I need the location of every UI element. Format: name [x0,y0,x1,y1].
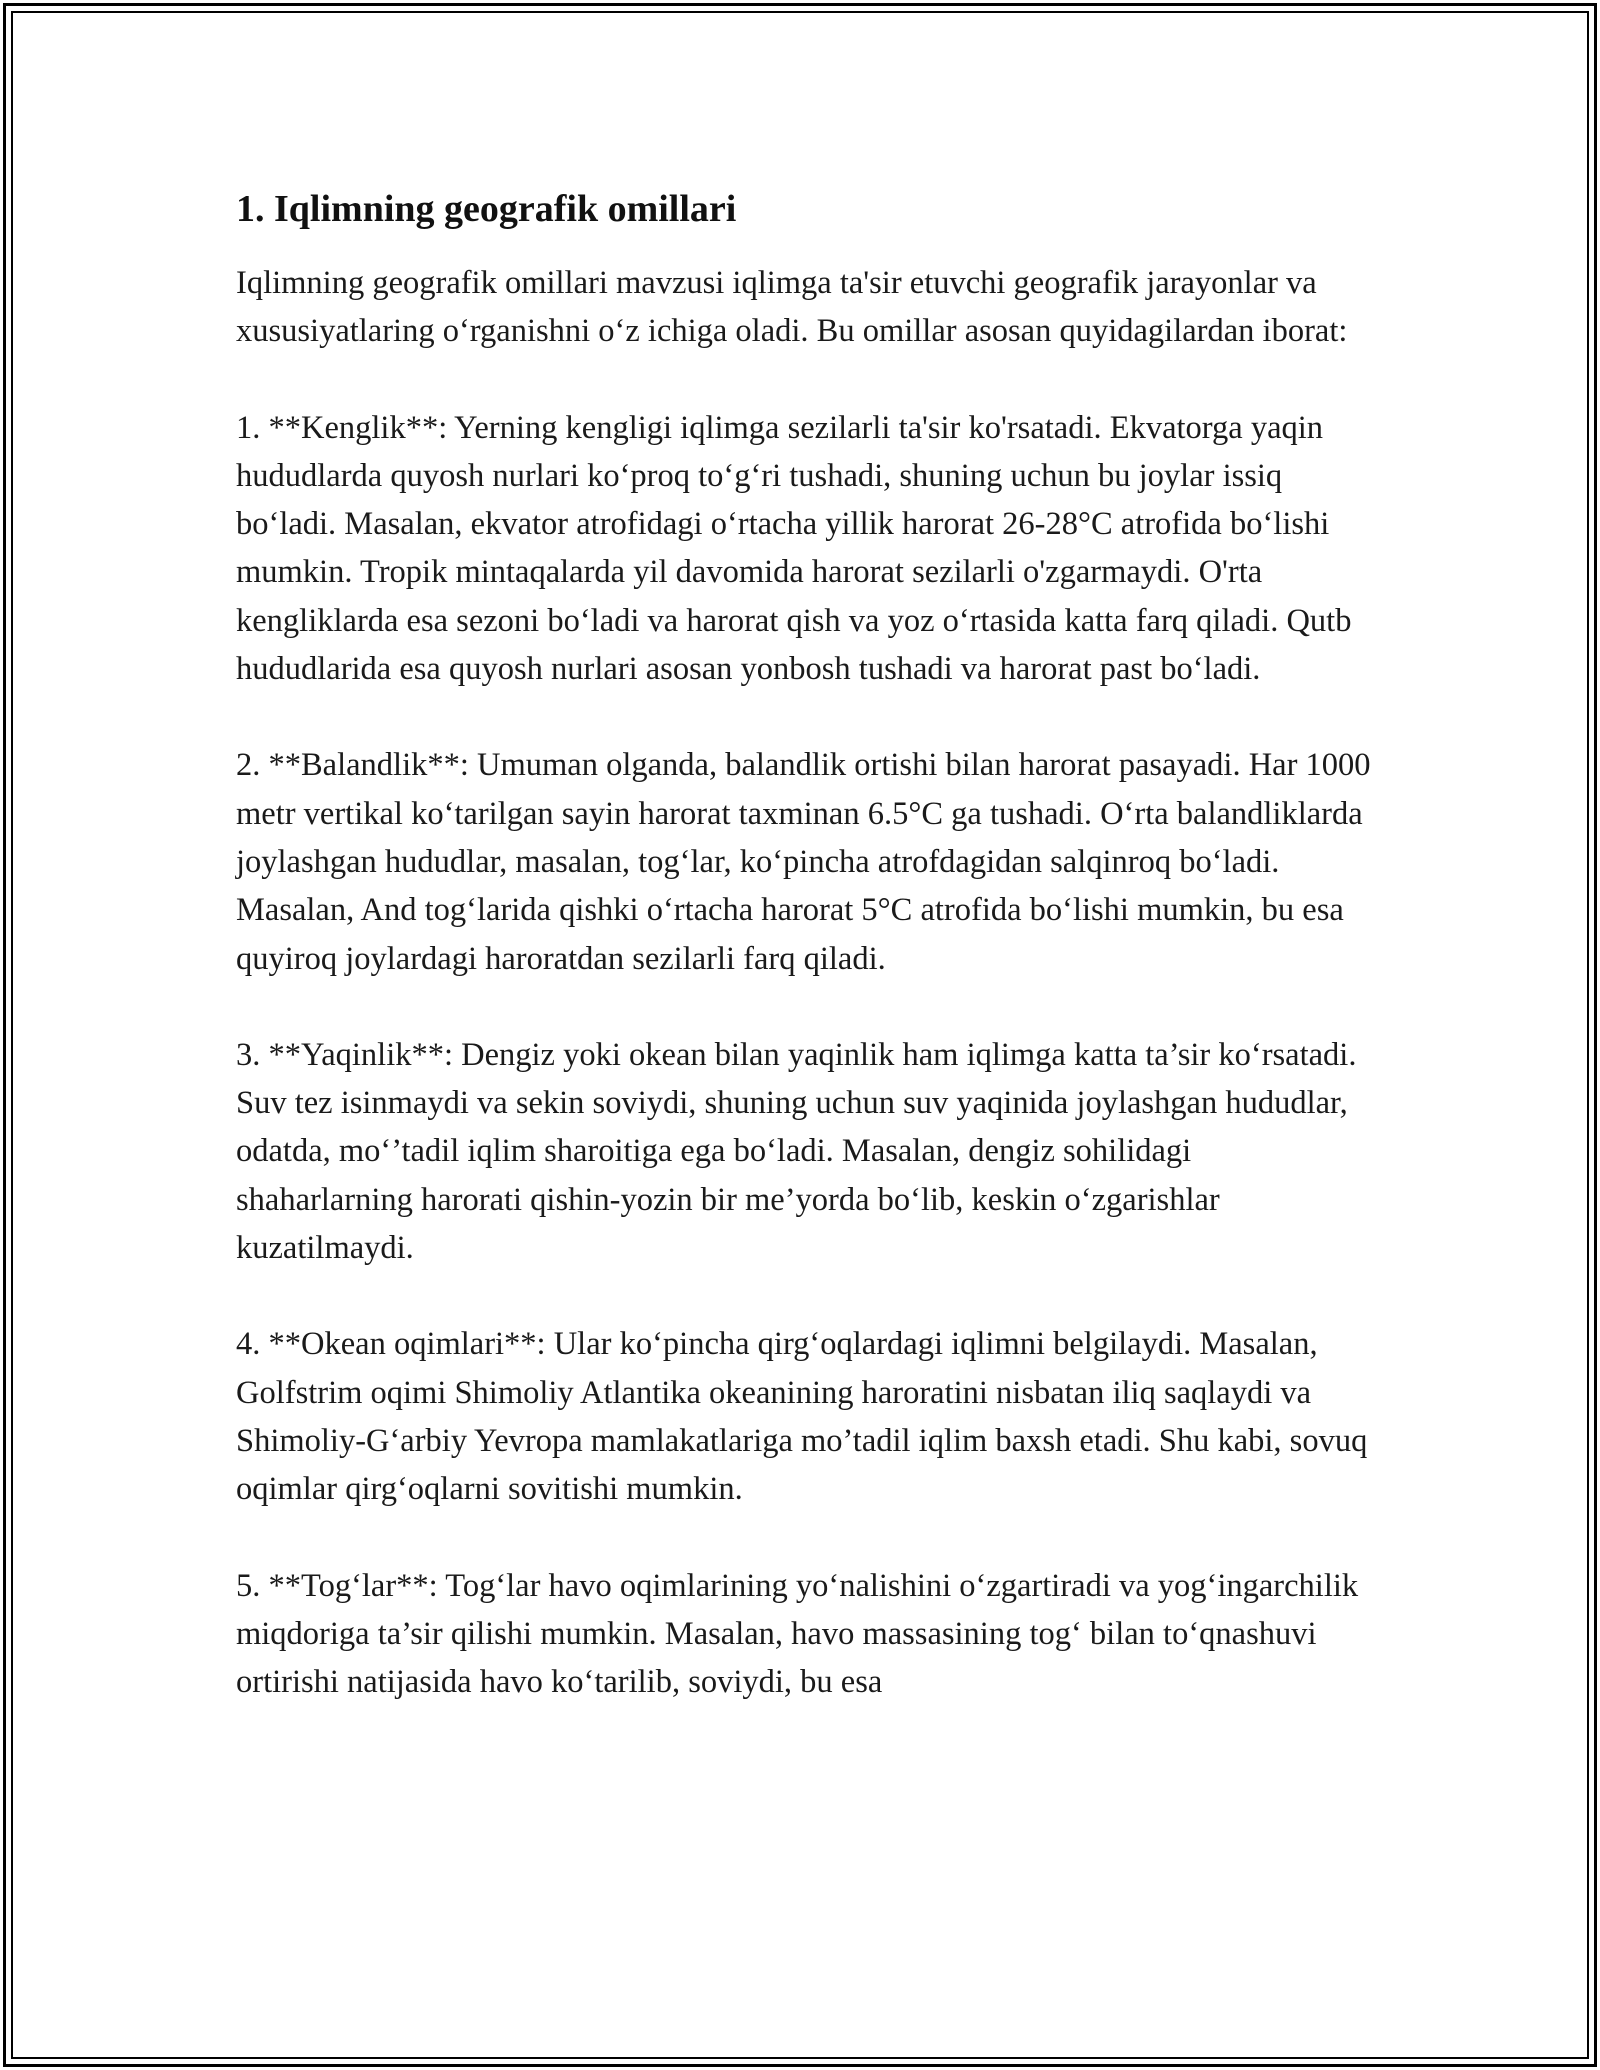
intro-paragraph: Iqlimning geografik omillari mavzusi iqlimga ta'sir etuvchi geografik jarayonlar va xususiyatlaring oʻrganishni oʻz ichiga oladi. Bu omillar asosan quyidagilardan iborat: [236,265,1348,350]
document-body [236,185,1376,1754]
paragraph-mountains: 5. **Togʻlar**: Togʻlar havo oqimlarining yoʻnalishini oʻzgartiradi va yogʻingarchilik miqdoriga ta’sir qilishi mumkin. Masalan, havo massasining togʻ bilan toʻqnashuvi ortirishi natijasida havo koʻtarilib, soviydi, bu esa [236,1567,1359,1701]
section-heading: 1. Iqlimning geografik omillari [236,188,737,230]
paragraph-ocean-currents: 4. **Okean oqimlari**: Ular koʻpincha qirgʻoqlardagi iqlimni belgilaydi. Masalan, Golfstrim oqimi Shimoliy Atlantika okeanining haroratini nisbatan iliq saqlaydi va Shimoliy-Gʻarbiy Yevropa mamlakatlariga mo’tadil iqlim baxsh etadi. Shu kabi, sovuq oqimlar qirgʻoqlarni sovitishi mumkin. [236,1326,1368,1508]
paragraph-altitude: 2. **Balandlik**: Umuman olganda, balandlik ortishi bilan harorat pasayadi. Har 1000 metr vertikal koʻtarilgan sayin harorat taxminan 6.5°C ga tushadi. Oʻrta balandliklarda joylashgan hududlar, masalan, togʻlar, koʻpincha atrofdagidan salqinroq boʻladi. Masalan, And togʻlarida qishki oʻrtacha harorat 5°C atrofida boʻlishi mumkin, bu esa quyiroq joylardagi haroratdan sezilarli farq qiladi. [236,747,1371,977]
paragraph-proximity: 3. **Yaqinlik**: Dengiz yoki okean bilan yaqinlik ham iqlimga katta ta’sir koʻrsatadi. Suv tez isinmaydi va sekin soviydi, shuning uchun suv yaqinida joylashgan hududlar, odatda, moʻ’tadil iqlim sharoitiga ega boʻladi. Masalan, dengiz sohilidagi shaharlarning harorati qishin-yozin bir me’yorda boʻlib, keskin oʻzgarishlar kuzatilmaydi. [236,1036,1357,1267]
paragraph-latitude: 1. **Kenglik**: Yerning kengligi iqlimga sezilarli ta'sir ko'rsatadi. Ekvatorga yaqin hududlarda quyosh nurlari koʻproq toʻgʻri tushadi, shuning uchun bu joylar issiq boʻladi. Masalan, ekvator atrofidagi oʻrtacha yillik harorat 26-28°C atrofida boʻlishi mumkin. Tropik mintaqalarda yil davomida harorat sezilarli o'zgarmaydi. O'rta kengliklarda esa sezoni boʻladi va harorat qish va yoz oʻrtasida katta farq qiladi. Qutb hududlarida esa quyosh nurlari asosan yonbosh tushadi va harorat past boʻladi. [236,409,1352,688]
